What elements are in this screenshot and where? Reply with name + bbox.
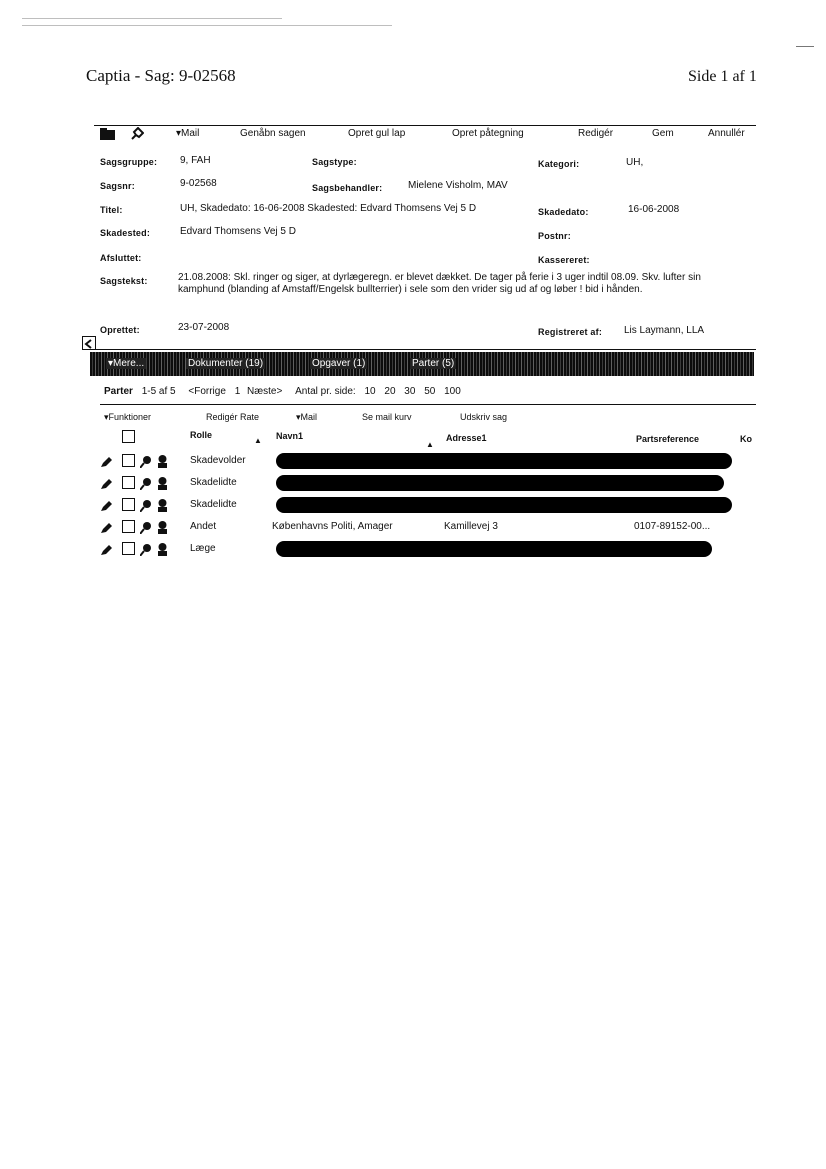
functions-menu[interactable]: ▾Funktioner <box>104 412 152 422</box>
person-icon[interactable] <box>156 477 169 493</box>
edit-pencil-icon[interactable] <box>100 499 113 515</box>
edit-rate-button[interactable]: Redigér Rate <box>206 412 260 422</box>
table-row[interactable] <box>100 475 760 493</box>
titel-value: UH, Skadedato: 16-06-2008 Skadested: Edvard Thomsens Vej 5 D <box>180 203 477 214</box>
sagstype-label: Sagstype: <box>312 157 357 167</box>
redaction-bar <box>276 497 732 513</box>
redaction-bar <box>276 541 712 557</box>
sagsnr-value: 9-02568 <box>180 178 217 189</box>
mail-basket-button[interactable]: Se mail kurv <box>362 412 412 422</box>
kategori-value: UH, <box>626 157 644 168</box>
mail-menu-parties[interactable]: ▾Mail <box>296 412 318 422</box>
row-checkbox[interactable] <box>122 520 135 536</box>
party-name: Københavns Politi, Amager <box>272 521 393 532</box>
col-partsreference[interactable]: Partsreference <box>636 434 700 444</box>
party-address: Kamillevej 3 <box>444 521 498 532</box>
cancel-button[interactable]: Annullér <box>708 128 745 139</box>
row-checkbox[interactable] <box>122 498 135 514</box>
per-page-10[interactable]: 10 <box>364 386 376 397</box>
party-role: Andet <box>190 521 217 532</box>
page-number: Side 1 af 1 <box>688 68 757 85</box>
per-page-50[interactable]: 50 <box>424 386 436 397</box>
per-page-20[interactable]: 20 <box>384 386 396 397</box>
postnr-label: Postnr: <box>538 231 571 241</box>
skadested-value: Edvard Thomsens Vej 5 D <box>180 226 296 237</box>
party-role: Skadelidte <box>190 499 237 510</box>
party-role: Skadelidte <box>190 477 237 488</box>
search-icon[interactable] <box>140 543 152 559</box>
skadedato-label: Skadedato: <box>538 207 589 217</box>
edit-pencil-icon[interactable] <box>100 477 113 493</box>
sagstekst-value: 21.08.2008: Skl. ringer og siger, at dyrlægeregn. er blevet dækket. De tager på ferie i 3 uger indtil 08.09. Skv. lufter sin kamphund (blanding af Amstaff/Engelsk bullterrier) i sele som den vrider sig ud af og løber ! bid i hånden. <box>178 272 701 295</box>
folder-icon[interactable] <box>100 128 116 140</box>
per-page-100[interactable]: 100 <box>444 386 461 397</box>
create-gul-lap-button[interactable]: Opret gul lap <box>348 128 406 139</box>
sagsgruppe-value: 9, FAH <box>180 155 211 166</box>
pager-title: Parter <box>104 386 133 397</box>
tab-tasks[interactable]: Opgaver (1) <box>312 358 366 369</box>
row-checkbox[interactable] <box>122 454 135 470</box>
sagsgruppe-label: Sagsgruppe: <box>100 157 158 167</box>
party-reference: 0107-89152-00... <box>634 521 711 532</box>
create-paategning-button[interactable]: Opret påtegning <box>452 128 524 139</box>
redaction-bar <box>276 475 724 491</box>
tab-bar <box>90 352 754 376</box>
skadedato-value: 16-06-2008 <box>628 204 680 215</box>
scan-artifact-mark <box>796 46 814 47</box>
tab-more[interactable]: ▾Mere... <box>108 358 145 369</box>
sort-asc-icon[interactable]: ▲ <box>426 440 434 449</box>
search-icon[interactable] <box>140 521 152 537</box>
skadested-label: Skadested: <box>100 228 151 238</box>
table-row[interactable] <box>100 519 760 537</box>
row-checkbox[interactable] <box>122 476 135 492</box>
sagstekst-label: Sagstekst: <box>100 276 148 286</box>
redaction-bar <box>276 453 732 469</box>
mail-menu[interactable]: ▾Mail <box>176 128 200 139</box>
per-page-label: Antal pr. side: <box>295 386 356 397</box>
col-extra[interactable]: Ko <box>740 434 752 444</box>
kassereret-label: Kassereret: <box>538 255 590 265</box>
person-icon[interactable] <box>156 499 169 515</box>
registreret-label: Registreret af: <box>538 327 603 337</box>
col-adresse[interactable]: Adresse1 <box>446 433 487 443</box>
afsluttet-label: Afsluttet: <box>100 253 142 263</box>
parties-toolbar <box>104 412 508 423</box>
edit-pencil-icon[interactable] <box>100 543 113 559</box>
oprettet-label: Oprettet: <box>100 325 140 335</box>
sagsbehandler-label: Sagsbehandler: <box>312 183 383 193</box>
person-icon[interactable] <box>156 543 169 559</box>
col-rolle[interactable]: Rolle <box>190 430 213 440</box>
pager-page-link[interactable]: 1 <box>234 386 241 397</box>
reopen-case-button[interactable]: Genåbn sagen <box>240 128 306 139</box>
table-row[interactable] <box>100 541 760 559</box>
select-all-checkbox[interactable] <box>122 430 135 448</box>
tab-parties[interactable]: Parter (5) <box>412 358 455 369</box>
pager-prev-link[interactable]: <Forrige <box>188 386 226 397</box>
search-icon[interactable] <box>140 477 152 493</box>
edit-pencil-icon[interactable] <box>100 455 113 471</box>
table-row[interactable] <box>100 497 760 515</box>
pager-range: 1-5 af 5 <box>141 386 176 397</box>
page-title: Captia - Sag: 9-02568 <box>86 66 236 85</box>
edit-pencil-icon[interactable] <box>100 521 113 537</box>
case-toolbar <box>100 128 756 144</box>
col-navn[interactable]: Navn1 <box>276 431 304 441</box>
pager-divider <box>100 404 756 405</box>
per-page-30[interactable]: 30 <box>404 386 416 397</box>
print-case-button[interactable]: Udskriv sag <box>460 412 508 422</box>
pin-icon[interactable] <box>130 127 144 141</box>
edit-button[interactable]: Redigér <box>578 128 614 139</box>
sagsnr-label: Sagsnr: <box>100 181 135 191</box>
table-row[interactable] <box>100 453 760 471</box>
sagsbehandler-value: Mielene Visholm, MAV <box>408 180 508 191</box>
person-icon[interactable] <box>156 521 169 537</box>
party-role: Læge <box>190 543 216 554</box>
collapse-icon[interactable] <box>82 336 96 350</box>
section-divider <box>94 349 756 350</box>
pager-next-link[interactable]: Næste> <box>247 386 283 397</box>
oprettet-value: 23-07-2008 <box>178 322 230 333</box>
search-icon[interactable] <box>140 455 152 471</box>
kategori-label: Kategori: <box>538 159 580 169</box>
search-icon[interactable] <box>140 499 152 515</box>
tab-documents[interactable]: Dokumenter (19) <box>188 358 264 369</box>
scan-artifact-lines <box>22 18 392 48</box>
pager <box>104 386 461 397</box>
person-icon[interactable] <box>156 455 169 471</box>
row-checkbox[interactable] <box>122 542 135 558</box>
save-button[interactable]: Gem <box>652 128 674 139</box>
sort-asc-icon[interactable]: ▲ <box>254 436 262 445</box>
top-divider <box>94 125 756 126</box>
party-role: Skadevolder <box>190 455 246 466</box>
registreret-value: Lis Laymann, LLA <box>624 325 705 336</box>
titel-label: Titel: <box>100 205 123 215</box>
